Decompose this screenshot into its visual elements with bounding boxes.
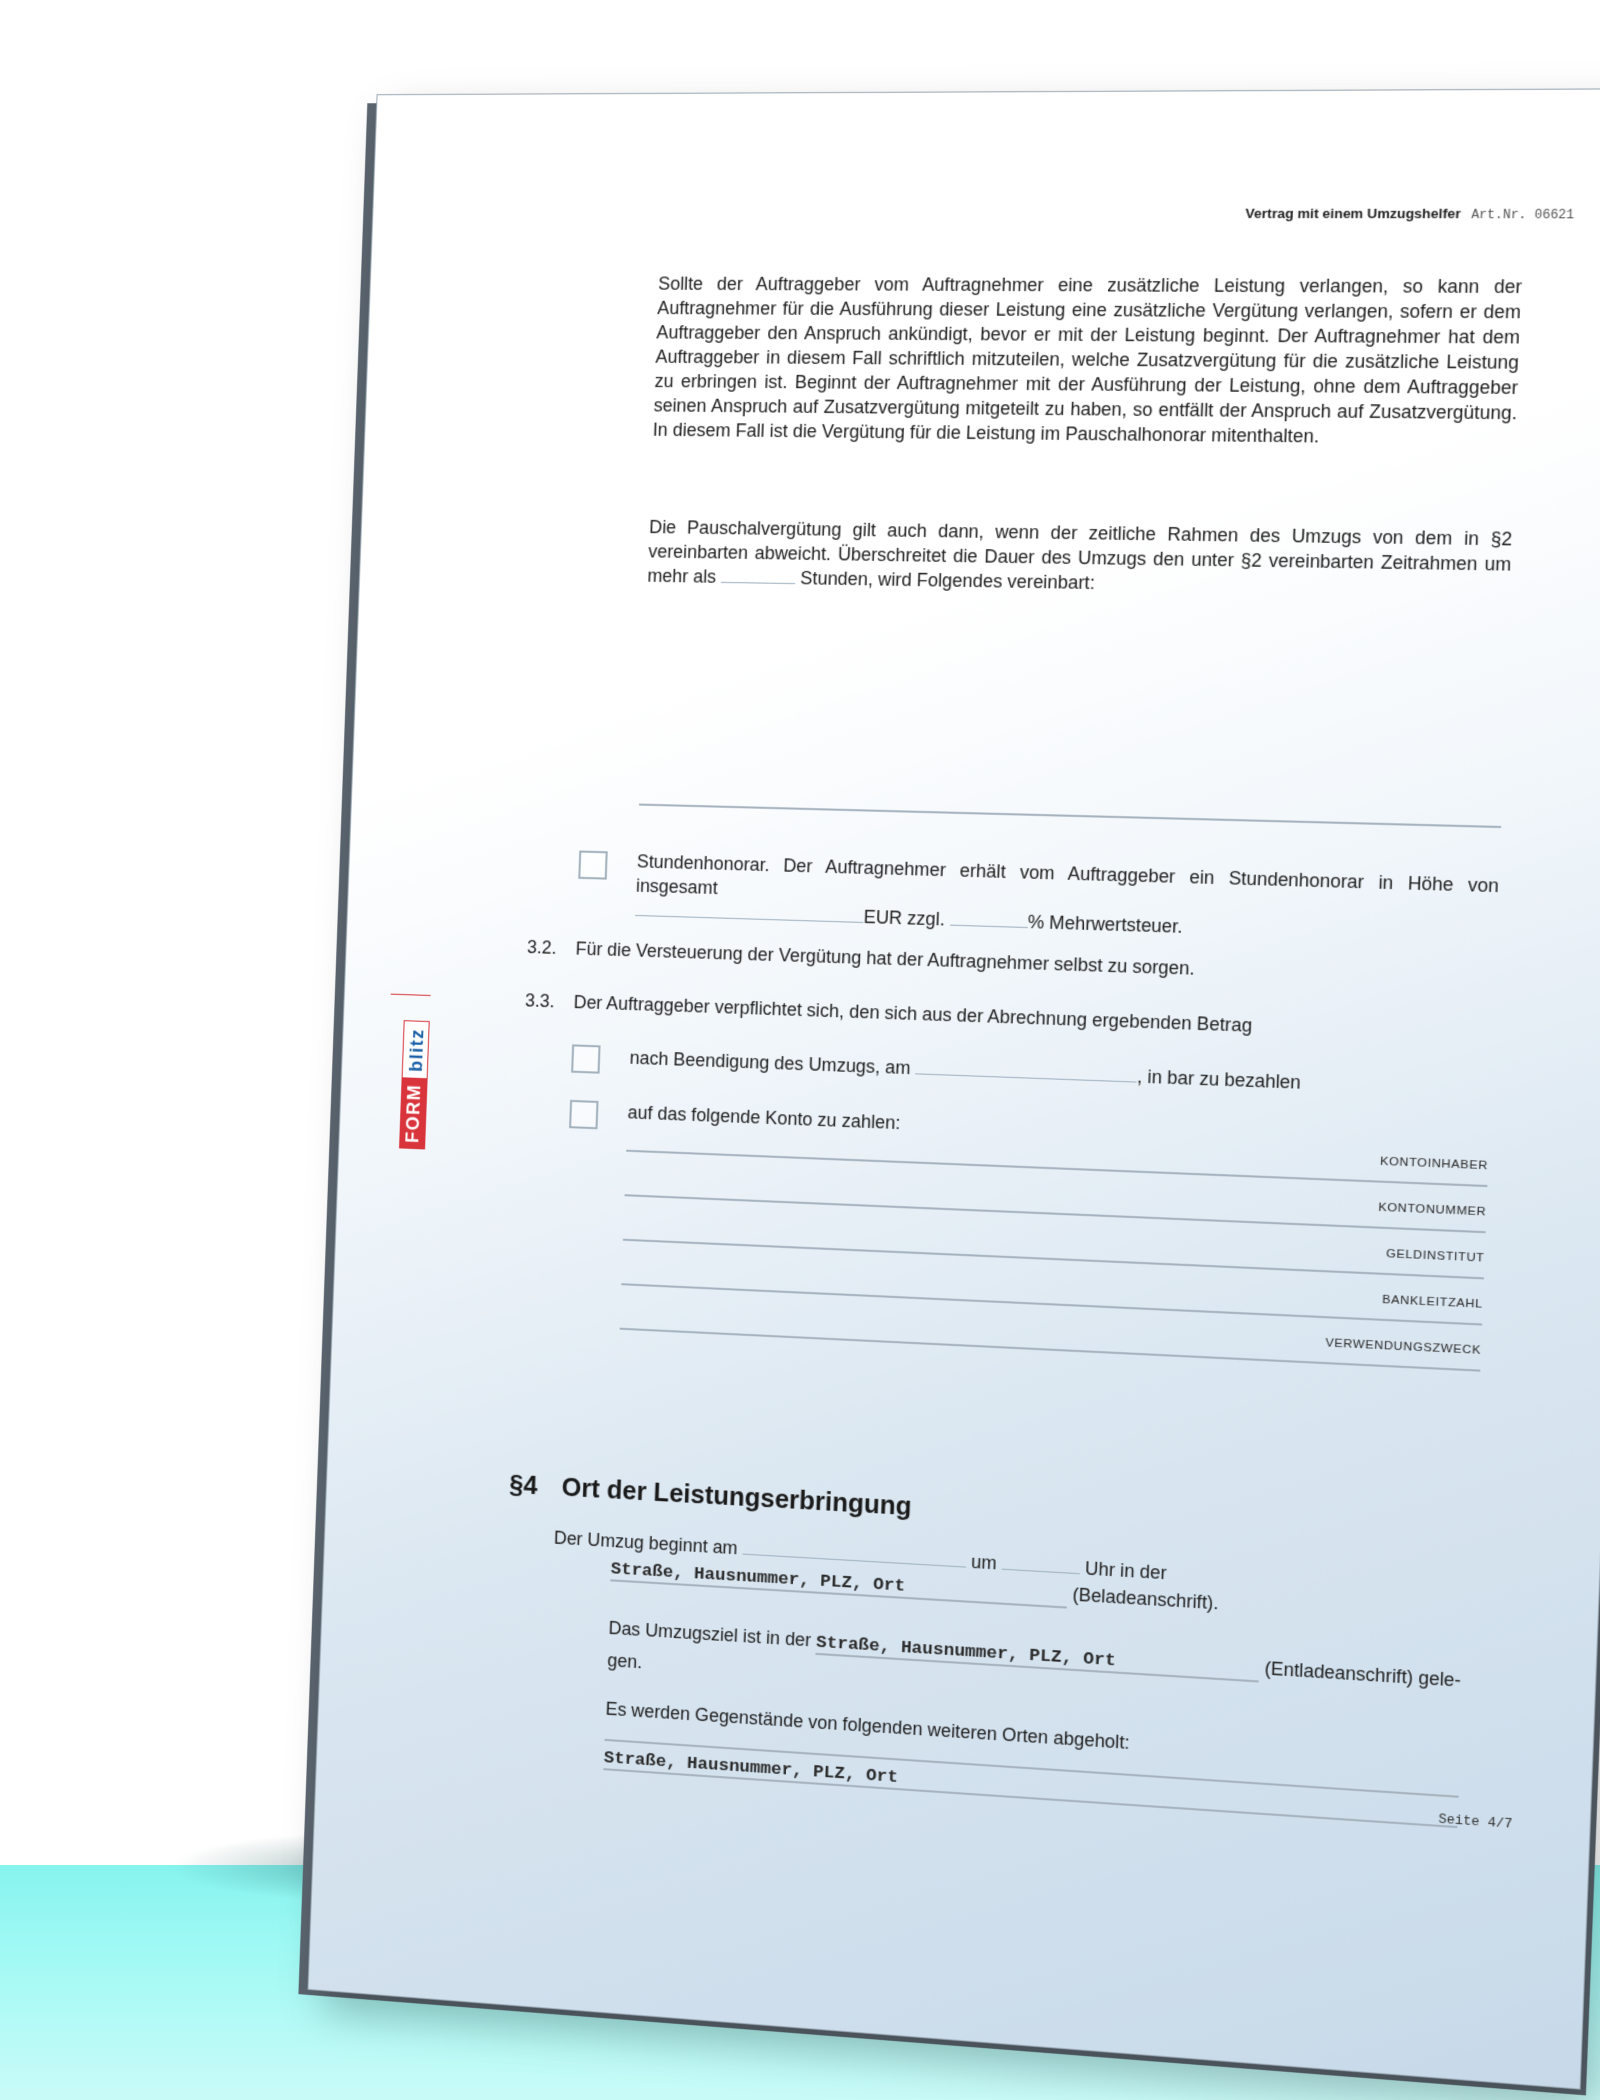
paragraph-flat-fee xyxy=(647,515,1513,602)
account-holder-label: KONTOINHABER xyxy=(1379,1155,1489,1173)
move-start-label: Der Umzug beginnt am xyxy=(553,1527,738,1559)
loading-address-field[interactable]: Straße, Hausnummer, PLZ, Ort xyxy=(610,1560,1067,1608)
article-number: Art.Nr. 06621 xyxy=(1470,207,1575,223)
eur-label: EUR zzgl. xyxy=(863,906,946,930)
logo-wordmark xyxy=(399,998,431,1149)
purpose-label: VERWENDUNGSZWECK xyxy=(1325,1337,1482,1358)
section-4-heading xyxy=(509,1470,912,1522)
uhr-label: Uhr in der xyxy=(1084,1558,1168,1584)
bank-name-label: GELDINSTITUT xyxy=(1385,1247,1485,1265)
agreement-blank-line[interactable] xyxy=(639,804,1501,829)
bank-transfer-option: auf das folgende Konto zu zahlen: xyxy=(627,1102,901,1134)
destination-line-end: gen. xyxy=(607,1650,643,1673)
unloading-address-field[interactable]: Straße, Hausnummer, PLZ, Ort xyxy=(816,1633,1260,1682)
bank-code-label: BANKLEITZAHL xyxy=(1382,1293,1484,1311)
um-label: um xyxy=(970,1551,998,1574)
checkbox-bank-transfer[interactable] xyxy=(569,1100,598,1129)
logo-form-text: FORM xyxy=(399,1077,428,1149)
clause-3-3-text: Der Auftraggeber verpflichtet sich, den sich aus der Abrechnung ergebenden Betrag xyxy=(573,991,1253,1036)
paragraph-additional-service: Sollte der Auftraggeber vom Auftragnehmer eine zusätzliche Leistung verlangen, so kann der Auftragnehmer für die Ausführung dieser Leistung eine zusätzliche Vergütung verlangen, sofern er dem Auftraggeber den Anspruch ankündigt, bevor er mit der Leistung beginnt. Der Auftragnehmer hat dem Auftraggeber in diesem Fall schriftlich mitzuteilen, welche Zusatzvergütung für die zusätzliche Leistung zu erbringen ist. Beginnt der Auftragnehmer mit der Ausführung der Leistung, ohne dem Auftraggeber seinen Anspruch auf Zusatzvergütung mitgeteilt zu haben, so entfällt der Anspruch auf Zusatzvergütung. In diesem Fall ist die Vergütung für die Leistung im Pauschalhonorar mitenthalten. xyxy=(652,273,1523,447)
clause-3-2-number: 3.2. xyxy=(526,936,558,958)
section-4-title: Ort der Leistungserbringung xyxy=(561,1473,913,1522)
loading-address-label: (Beladeanschrift). xyxy=(1072,1584,1219,1614)
eur-amount-field[interactable] xyxy=(635,899,864,923)
additional-address-field[interactable]: Straße, Hausnummer, PLZ, Ort xyxy=(603,1749,1458,1828)
destination-line xyxy=(608,1618,1461,1695)
checkbox-stundenhonorar[interactable] xyxy=(578,851,607,880)
page-number: Seite 4/7 xyxy=(1438,1812,1513,1832)
move-date-field[interactable] xyxy=(742,1537,966,1567)
section-4-number: §4 xyxy=(508,1470,538,1501)
checkbox-cash-payment[interactable] xyxy=(571,1044,600,1073)
cash-payment-suffix: , in bar zu bezahlen xyxy=(1136,1066,1302,1093)
vat-percent-field[interactable] xyxy=(950,908,1028,928)
document-title: Vertrag mit einem Umzugshelfer xyxy=(1245,205,1462,222)
additional-locations-text: Es werden Gegenstände von folgenden weiteren Orten abgeholt: xyxy=(605,1698,1131,1754)
cash-payment-option xyxy=(629,1046,1301,1093)
clause-3-3-number: 3.3. xyxy=(524,990,556,1012)
cash-payment-label: nach Beendigung des Umzugs, am xyxy=(629,1047,911,1079)
clause-3-2-text: Für die Versteuerung der Vergütung hat der Auftragnehmer selbst zu sorgen. xyxy=(575,938,1196,979)
account-number-label: KONTONUMMER xyxy=(1378,1201,1487,1219)
unloading-address-label: (Entladeanschrift) gele- xyxy=(1264,1657,1462,1691)
payment-date-field[interactable] xyxy=(915,1057,1137,1083)
flat-fee-text: Die Pauschalvergütung gilt auch dann, wenn der zeitliche Rahmen des Umzugs von dem in §2 vereinbarten abweicht. Überschreitet die Dauer des Umzugs den unter §2 vereinbarten Zeitrahmen um mehr als xyxy=(647,516,1513,587)
formblitz-logo xyxy=(399,998,431,1149)
move-time-field[interactable] xyxy=(1002,1552,1081,1574)
hours-blank-field[interactable] xyxy=(721,566,796,585)
stundenhonorar-text xyxy=(635,849,1500,949)
vat-label: % Mehrwertsteuer. xyxy=(1027,911,1183,937)
stundenhonorar-label: Stundenhonorar. Der Auftragnehmer erhält vom Auftraggeber ein Stundenhonorar in Höhe von insgesamt xyxy=(635,851,1500,899)
destination-label: Das Umzugsziel ist in der xyxy=(608,1617,812,1651)
logo-blitz-text: blitz xyxy=(402,1021,430,1079)
flat-fee-text-after: Stunden, wird Folgendes vereinbart: xyxy=(800,567,1096,594)
logo-accent-line xyxy=(391,994,431,996)
document-page xyxy=(309,89,1600,2088)
document-page-wrapper xyxy=(309,89,1600,2088)
document-header xyxy=(1245,206,1574,223)
